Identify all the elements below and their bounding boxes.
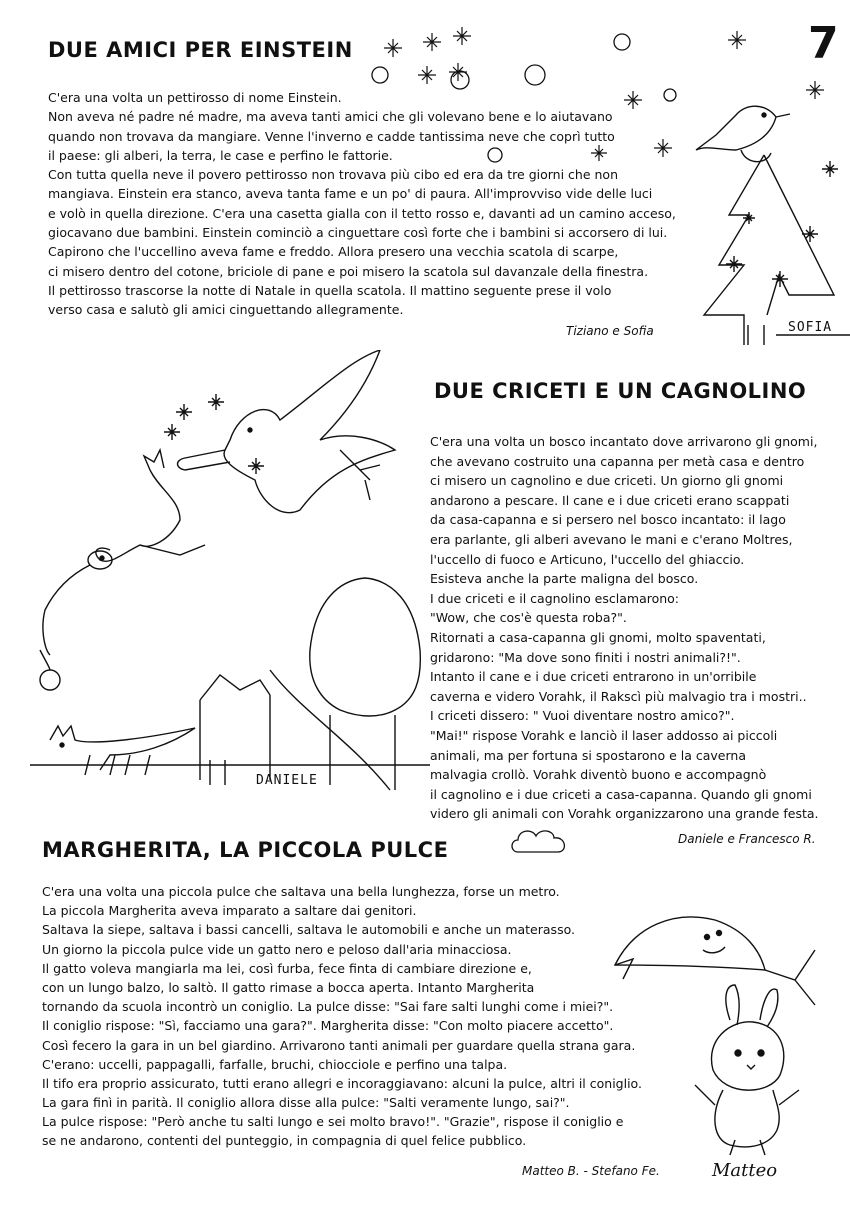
story3-drawing-signature: Matteo: [712, 1160, 778, 1181]
story3-line: con un lungo balzo, lo saltò. Il gatto rimase a bocca aperta. Intanto Margherita: [42, 979, 535, 995]
story3-line: Saltava la siepe, saltava i bassi cancelli, saltava le automobili e anche un materasso.: [42, 922, 575, 938]
story2-line: Ritornati a casa-capanna gli gnomi, molto spaventati,: [430, 629, 766, 645]
story3-line: La pulce rispose: "Però anche tu salti lungo e sei molto bravo!". "Grazie", rispose il coniglio e: [42, 1114, 624, 1130]
story2-line: "Wow, che cos'è questa roba?".: [430, 610, 627, 626]
story2-line: "Mai!" rispose Vorahk e lanciò il laser addosso ai piccoli: [430, 727, 778, 743]
story2-drawing-signature: DANIELE: [256, 773, 318, 788]
story2-line: I criceti dissero: " Vuoi diventare nostro amico?".: [430, 708, 735, 724]
story1-line: Il pettirosso trascorse la notte di Natale in quella scatola. Il mattino seguente prese il volo: [48, 282, 612, 298]
story1-line: Con tutta quella neve il povero pettirosso non trovava più cibo ed era da tre giorni che non: [48, 167, 618, 183]
story2-line: da casa-capanna e si persero nel bosco incantato: il lago: [430, 512, 786, 528]
story2-line: gridarono: "Ma dove sono finiti i nostri animali?!".: [430, 649, 741, 665]
story3-line: se ne andarono, contenti del punteggio, in compagnia di quel felice pubblico.: [42, 1133, 527, 1149]
story2-line: C'era una volta un bosco incantato dove arrivarono gli gnomi,: [430, 434, 818, 449]
cloud-icon: [510, 826, 570, 860]
story3-body: [42, 882, 642, 1151]
story3-line: C'erano: uccelli, pappagalli, farfalle, bruchi, chiocciole e perfino una talpa.: [42, 1056, 508, 1072]
story2-line: Intanto il cane e i due criceti entrarono in un'orribile: [430, 669, 757, 685]
story2-title: DUE CRICETI E UN CAGNOLINO: [434, 379, 807, 403]
story2-line: videro gli animali con Vorahk organizzarono una grande festa.: [430, 806, 819, 822]
story2-line: caverna e videro Vorahk, il Rakscì più malvagio tra i mostri..: [430, 688, 807, 704]
story2-line: Esisteva anche la parte maligna del bosco.: [430, 571, 699, 587]
story2-line: il cagnolino e i due criceti a casa-capanna. Quando gli gnomi: [430, 786, 812, 802]
story1-line: giocavano due bambini. Einstein cominciò a cinguettare così forte che i bambini si accorsero di lui.: [48, 225, 668, 241]
story3-line: Il coniglio rispose: "Sì, facciamo una gara?". Margherita disse: "Con molto piacere accetto".: [42, 1018, 614, 1034]
story1-line: Non aveva né padre né madre, ma aveva tanti amici che gli volevano bene e lo aiutavano: [48, 109, 613, 125]
story1-line: quando non trovava da mangiare. Venne l'inverno e cadde tantissima neve che coprì tutto: [48, 128, 615, 144]
story1-drawing-signature: SOFIA: [788, 320, 833, 335]
story3-line: Il gatto voleva mangiarla ma lei, così furba, fece finta di cambiare direzione e,: [42, 960, 532, 976]
story2-line: ci misero un cagnolino e due criceti. Un giorno gli gnomi: [430, 473, 784, 489]
flea-rabbit-drawing: [595, 905, 845, 1170]
story1-line: Capirono che l'uccellino aveva fame e freddo. Allora presero una vecchia scatola di scarpe,: [48, 244, 619, 260]
story1-line: C'era una volta un pettirosso di nome Einstein.: [48, 90, 342, 105]
story1-line: mangiava. Einstein era stanco, aveva tanta fame e un po' di paura. All'improvviso vide delle luci: [48, 186, 653, 202]
story3-line: Un giorno la piccola pulce vide un gatto nero e peloso dall'aria minacciosa.: [42, 941, 512, 957]
story2-authors: Daniele e Francesco R.: [678, 832, 816, 846]
story2-line: I due criceti e il cagnolino esclamarono:: [430, 590, 680, 606]
story3-title: MARGHERITA, LA PICCOLA PULCE: [42, 838, 449, 862]
story3-line: Così fecero la gara in un bel giardino. Arrivarono tanti animali per guardare quella strana gara.: [42, 1037, 636, 1053]
tree-bird-drawing: [676, 95, 850, 345]
story1-title: DUE AMICI PER EINSTEIN: [48, 38, 353, 62]
story3-line: C'era una volta una piccola pulce che saltava una bella lunghezza, forse un metro.: [42, 884, 560, 899]
story3-line: tornando da scuola incontrò un coniglio. La pulce disse: "Sai fare salti lunghi come i miei?".: [42, 999, 614, 1015]
story1-authors: Tiziano e Sofia: [566, 324, 654, 338]
story1-line: verso casa e salutò gli amici cinguettando allegramente.: [48, 302, 404, 318]
birds-mushroom-drawing: [20, 350, 440, 800]
story2-line: malvagia crollò. Vorahk diventò buono e accompagnò: [430, 767, 767, 783]
story2-line: era parlante, gli alberi avevano le mani e c'erano Moltres,: [430, 531, 793, 547]
story2-body: [430, 432, 819, 824]
story3-line: La gara finì in parità. Il coniglio allora disse alla pulce: "Salti veramente lungo, sai?".: [42, 1095, 570, 1111]
story2-line: l'uccello di fuoco e Articuno, l'uccello del ghiaccio.: [430, 551, 745, 567]
story2-line: che avevano costruito una capanna per metà casa e dentro: [430, 453, 805, 469]
story2-line: animali, ma per fortuna si spostarono e la caverna: [430, 747, 746, 763]
page-number: 7: [808, 18, 839, 69]
story1-line: il paese: gli alberi, la terra, le case e perfino le fattorie.: [48, 147, 393, 163]
story1-line: ci misero dentro del cotone, briciole di pane e poi misero la scatola sul davanzale della finestra.: [48, 263, 649, 279]
story2-line: andarono a pescare. Il cane e i due criceti erano scappati: [430, 492, 790, 508]
story3-line: Il tifo era proprio assicurato, tutti erano allegri e incoraggiavano: alcuni la pulce, altri il coniglio.: [42, 1075, 642, 1091]
story3-line: La piccola Margherita aveva imparato a saltare dai genitori.: [42, 903, 417, 919]
story3-authors: Matteo B. - Stefano Fe.: [522, 1164, 660, 1178]
story1-line: e volò in quella direzione. C'era una casetta gialla con il tetto rosso e, davanti ad un camino acceso,: [48, 205, 676, 221]
